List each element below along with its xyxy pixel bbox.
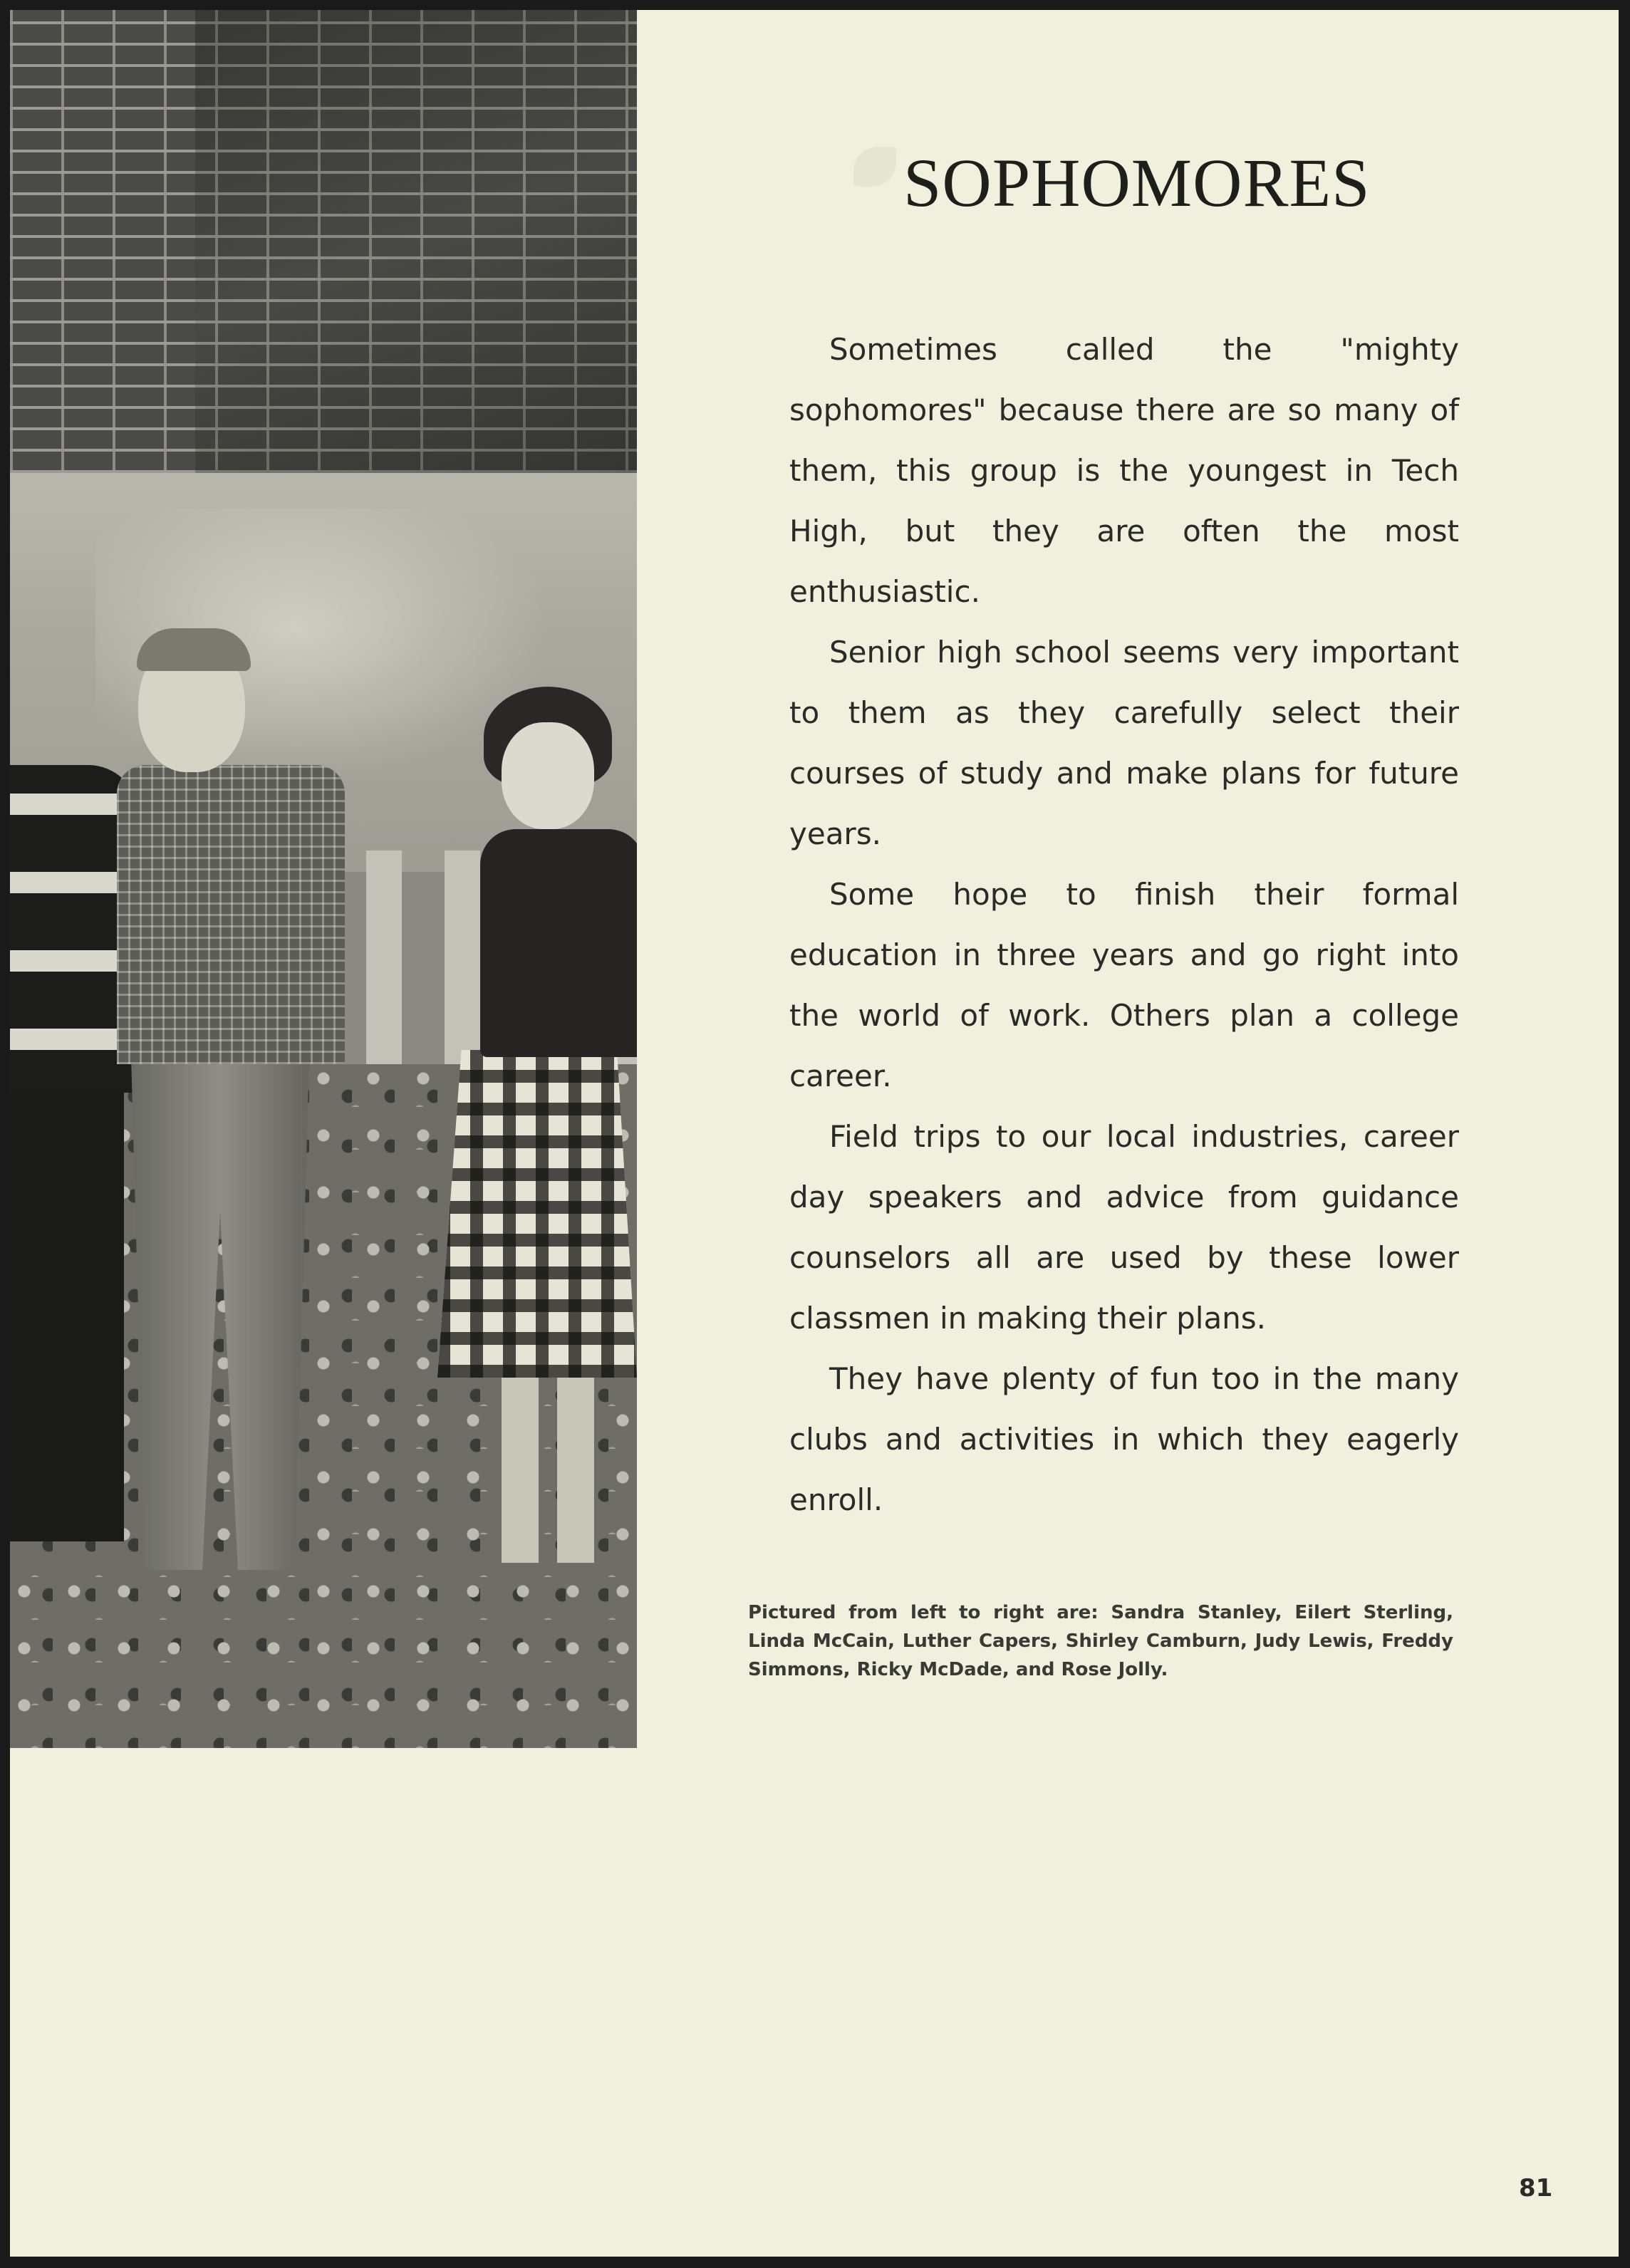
ivy-shadow: [195, 10, 637, 473]
student-right-head: [502, 722, 594, 829]
paragraph-2: Senior high school seems very important to them as they carefully select their courses of study and make plans for future years.: [789, 635, 1459, 851]
student-middle-hair: [137, 628, 251, 671]
student-right-legs: [502, 1370, 594, 1563]
body-text: [789, 319, 1459, 1530]
student-middle-shirt: [117, 765, 345, 1064]
paragraph-5: They have plenty of fun too in the many clubs and activities in which they eagerly enroll.: [789, 1361, 1459, 1517]
page-number: 81: [1519, 2174, 1553, 2202]
paragraph-1: Sometimes called the "mighty sophomores" because there are so many of them, this group is the youngest in Tech High, but they are often the most enthusiastic.: [789, 332, 1459, 609]
leaf-icon: [853, 147, 896, 187]
page-title: SOPHOMORES: [903, 145, 1371, 221]
student-right-blouse: [480, 829, 637, 1057]
photo-caption: Pictured from left to right are: Sandra Stanley, Eilert Sterling, Linda McCain, Luther Capers, Shirley Camburn, Judy Lewis, Freddy Simmons, Ricky McDade, and Rose Jolly.: [748, 1602, 1453, 1680]
student-left-pants: [10, 1078, 124, 1541]
group-photo: [10, 10, 637, 1748]
paragraph-3: Some hope to finish their formal education in three years and go right into the world of work. Others plan a college career.: [789, 877, 1459, 1093]
student-right-plaid-skirt: [437, 1050, 637, 1378]
paragraph-4: Field trips to our local industries, career day speakers and advice from guidance counselors all are used by these lower classmen in making their plans.: [789, 1119, 1459, 1336]
yearbook-page: [10, 10, 1619, 2257]
